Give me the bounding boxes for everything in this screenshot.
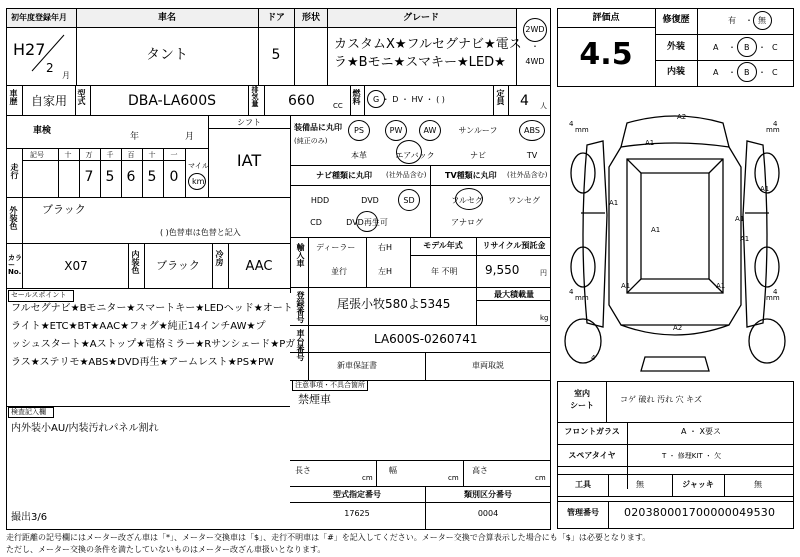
chassis-value: LA600S-0260741 — [374, 332, 478, 346]
tv-fullseg: フルセグ — [451, 196, 483, 205]
ac-label: 冷房 — [215, 250, 224, 266]
interior-c: C — [772, 68, 778, 77]
tire-depth-fl: 4 — [569, 120, 574, 128]
equip-leather: 本革 — [351, 151, 367, 160]
exterior-dot1: ・ — [728, 43, 736, 52]
dim-length: 長さ — [295, 466, 311, 475]
tire-depth-rr: 4 — [773, 288, 778, 296]
diagram-label-a1-7: A1 — [621, 282, 631, 290]
grade-line1: カスタムX★フルセグナビ★電ス — [334, 37, 522, 52]
diagram-label-a1-8: A1 — [716, 282, 726, 290]
equip-ps-circle — [348, 120, 370, 141]
exterior-b-circle — [737, 37, 757, 57]
tv-analog: アナログ — [451, 218, 483, 227]
inspector-value: 内外装小AU/内装汚れパネル割れ — [11, 423, 159, 434]
model-year-value: 年 不明 — [431, 267, 458, 276]
sales-line-3: ラス★ステリモ★ABS★DVD再生★アームレスト★PS★PW — [11, 357, 274, 368]
shaken-label: 車検 — [33, 126, 52, 136]
equipment-sub: (純正のみ) — [294, 137, 328, 145]
model-year-label: モデル年式 — [423, 241, 463, 250]
navi-sd: SD — [403, 196, 415, 205]
diagram-label-a1-6: A1 — [740, 235, 750, 243]
shift-label: シフト — [237, 118, 261, 127]
color-no-value: X07 — [64, 259, 88, 273]
equip-abs-circle — [519, 120, 545, 141]
glass-items: A ・ X要ス — [681, 427, 722, 436]
digit-label-0: 十 — [64, 151, 72, 159]
diagram-label-a1-1: A1 — [645, 139, 655, 147]
digit-label-3: 百 — [127, 151, 135, 159]
navi-dvd-play: DVD再生可 — [346, 218, 388, 227]
fuel-g-circle — [367, 90, 385, 108]
type-cert-label: 型式指定番号 — [333, 490, 381, 499]
ac-value: AAC — [245, 259, 273, 274]
km-unit: km — [192, 177, 205, 186]
photo-count: 撮出3/6 — [11, 512, 48, 523]
repair-sep: ・ — [745, 16, 753, 25]
mileage-digit-0: 7 — [84, 169, 94, 185]
capacity-unit: 人 — [540, 102, 547, 110]
registration-label: 登録番号 — [296, 291, 305, 323]
km-circle — [188, 173, 206, 190]
notes-label: 注意事項・不具合箇所 — [295, 381, 365, 389]
mileage-sign-label: 記号 — [30, 151, 44, 159]
navi-dvd-play-circle — [356, 211, 378, 232]
warranty-label: 新車保証書 — [337, 361, 377, 370]
dim-width: 幅 — [389, 466, 397, 475]
interior-a: A — [713, 68, 719, 77]
capacity-label: 定員 — [496, 89, 505, 105]
import-dealer: ディーラー — [316, 243, 356, 252]
usage-label: 車歴 — [9, 89, 18, 105]
exterior-a: A — [713, 43, 719, 52]
shaken-month: 月 — [185, 132, 195, 142]
navi-sub: (社外品含む) — [386, 171, 427, 179]
cc-unit: CC — [333, 102, 343, 110]
first-reg-month: 2 — [46, 61, 54, 75]
mileage-digit-2: 6 — [126, 169, 136, 185]
exterior-label: 外装 — [666, 42, 686, 52]
equip-aw-circle — [419, 120, 441, 141]
exterior-dot2: ・ — [758, 43, 766, 52]
max-load-label: 最大積載量 — [494, 290, 534, 299]
score-value: 4.5 — [579, 37, 633, 72]
shaken-year: 年 — [130, 132, 140, 142]
equip-tv: TV — [526, 151, 538, 160]
interior-label: 内装 — [666, 67, 686, 77]
registration-value: 尾張小牧580よ5345 — [337, 297, 451, 311]
first-reg-era: H27 — [13, 40, 46, 59]
navi-sd-circle — [398, 189, 420, 211]
drive-2wd-circle — [523, 18, 547, 42]
mile-unit: マイル — [188, 162, 209, 170]
shift-value: IAT — [236, 151, 262, 170]
digit-label-4: 十 — [148, 151, 156, 159]
equip-aw: AW — [423, 126, 437, 135]
dim-width-cm: cm — [448, 474, 459, 482]
repair-no-circle — [753, 11, 772, 30]
inspector-label: 検査記入欄 — [11, 408, 46, 416]
tire-depth-rr-mm: mm — [766, 294, 780, 302]
footer-line-2: ただし、メーター交換の条件を満たしていないものはメーター改ざん車扱いとなります。 — [6, 545, 326, 554]
equip-pw-circle — [385, 120, 407, 141]
color-no-label: カラーNo. — [8, 254, 22, 276]
type-label: 型式 — [77, 89, 86, 105]
drive-2wd: 2WD — [525, 25, 545, 34]
digit-label-5: 一 — [170, 151, 178, 159]
mileage-digit-4: 0 — [169, 169, 179, 185]
seat-label-2: シート — [570, 401, 594, 410]
car-damage-diagram — [557, 95, 793, 375]
import-parallel: 並行 — [331, 267, 347, 276]
dim-length-cm: cm — [362, 474, 373, 482]
tire-depth-rl: 4 — [569, 288, 574, 296]
notes-value: 禁煙車 — [298, 393, 331, 406]
exterior-b: B — [744, 43, 750, 52]
jack-value: 無 — [754, 480, 762, 489]
diagram-label-a2-bottom: A2 — [673, 324, 683, 332]
tire-depth-rl-mm: mm — [575, 294, 589, 302]
mileage-digit-1: 5 — [105, 169, 115, 185]
repair-no: 無 — [758, 16, 766, 25]
equip-abs: ABS — [524, 126, 540, 135]
drive-4wd: 4WD — [525, 57, 545, 66]
first-reg-label: 初年度登録年月 — [11, 13, 67, 22]
equip-airbag-circle — [396, 140, 422, 164]
import-right-h: 右H — [378, 243, 393, 252]
navi-cd: CD — [310, 218, 322, 227]
repair-yes: 有 — [728, 16, 736, 25]
seat-label-1: 室内 — [574, 389, 590, 398]
kg-unit: kg — [540, 314, 549, 322]
grade-line2: ラ★Bモニ★スマキー★LED★ — [334, 55, 506, 70]
sales-line-0: フルセグナビ★Bモニター★スマートキー★LEDヘッド★オート — [11, 303, 293, 314]
grade-label: グレード — [402, 13, 440, 23]
tire-depth-fr: 4 — [773, 120, 778, 128]
spare-items: T ・ 修理KIT ・ 欠 — [662, 452, 722, 460]
class-label: 類別区分番号 — [464, 490, 512, 499]
navi-hdd: HDD — [310, 196, 330, 205]
import-left-h: 左H — [378, 267, 393, 276]
doors-label: ドア — [267, 13, 285, 23]
score-label: 評価点 — [592, 13, 620, 23]
tools-label: 工具 — [575, 480, 591, 489]
equip-ps: PS — [354, 126, 364, 135]
displacement-label: 排気量 — [251, 86, 259, 107]
dim-height-cm: cm — [535, 474, 546, 482]
sales-label: セールスポイント — [11, 291, 67, 299]
recycle-value: 9,550 — [485, 263, 520, 277]
tv-sub: (社外品含む) — [507, 171, 548, 179]
doors-value: 5 — [271, 47, 281, 63]
color-label: 外装色 — [9, 206, 18, 230]
color-value: ブラック — [42, 203, 86, 216]
jack-label: ジャッキ — [682, 480, 714, 489]
displacement-value: 660 — [288, 93, 315, 109]
mileage-label: 走行 — [10, 163, 19, 179]
sales-line-1: ライト★ETC★BT★AAC★フォグ★純正14インチAW★プ — [11, 321, 266, 332]
tire-depth-fl-mm: mm — [575, 126, 589, 134]
usage-value: 自家用 — [31, 94, 68, 108]
capacity-value: 4 — [520, 93, 529, 109]
digit-label-2: 千 — [106, 151, 114, 159]
type-cert-value: 17625 — [344, 509, 370, 518]
interior-b-circle — [737, 62, 757, 82]
chassis-label: 車台番号 — [296, 329, 305, 361]
diagram-label-a1-3: A1 — [609, 199, 619, 207]
vehicle-sheet — [6, 8, 551, 530]
sales-line-2: ッシュスタート★Aストップ★電格ミラー★Rサンシェード★Pガ — [11, 339, 296, 350]
tv-fullseg-circle — [455, 188, 483, 210]
header-label-row — [7, 9, 516, 27]
diagram-label-a1-4: A1 — [651, 226, 661, 234]
repair-label: 修復歴 — [662, 15, 690, 25]
model-label: 車名 — [157, 13, 177, 23]
equip-airbag: エアバック — [395, 151, 435, 160]
fuel-options: G ・ D ・ HV ・ ( ) — [373, 95, 445, 104]
month-unit: 月 — [62, 71, 70, 80]
equip-sunroof: サンルーフ — [458, 126, 498, 135]
recycle-label: リサイクル預託金 — [482, 241, 546, 250]
exterior-c: C — [772, 43, 778, 52]
fuel-label: 燃料 — [352, 89, 361, 105]
interior-color-label: 内装色 — [131, 250, 140, 274]
navi-label: ナビ種類に丸印 — [316, 171, 372, 180]
tv-oneseg: ワンセグ — [508, 196, 540, 205]
tire-depth-spare: 4 — [591, 354, 596, 362]
glass-label: フロントガラス — [564, 427, 620, 436]
digit-label-1: 万 — [85, 151, 93, 159]
interior-dot2: ・ — [758, 68, 766, 77]
model-value: タント — [146, 47, 188, 63]
tools-value: 無 — [636, 480, 644, 489]
manual-label: 車両取説 — [472, 361, 504, 370]
footer-line-1: 走行距離の記号欄にはメーター改ざん車は「*」、メーター交換車は「$」、走行不明車は「#」を記入してください。メーター交換で合算表示した場合にも「$」は必要となります。 — [6, 533, 651, 542]
mgmt-label: 管理番号 — [567, 508, 599, 517]
diagram-label-a1-2: A1 — [760, 185, 770, 193]
drive-dot: ・ — [531, 42, 539, 51]
class-value: 0004 — [477, 509, 499, 518]
shape-label: 形状 — [301, 13, 321, 23]
tv-label: TV種類に丸印 — [445, 171, 497, 180]
spare-label: スペアタイヤ — [568, 451, 616, 460]
equipment-label: 装備品に丸印 — [294, 123, 342, 132]
interior-color-value: ブラック — [156, 259, 200, 272]
navi-dvd: DVD — [361, 196, 379, 205]
equip-navi: ナビ — [470, 151, 486, 160]
mileage-digit-3: 5 — [147, 169, 157, 185]
interior-b: B — [744, 68, 750, 77]
import-label: 輸入車 — [296, 243, 305, 267]
seat-items: コゲ 破れ 汚れ 穴 キズ — [620, 395, 703, 404]
interior-dot1: ・ — [728, 68, 736, 77]
diagram-label-a2-top: A2 — [677, 113, 687, 121]
yen-unit: 円 — [540, 269, 547, 277]
tire-depth-fr-mm: mm — [766, 126, 780, 134]
dim-height: 高さ — [472, 466, 488, 475]
color-note: ( )色替車は色替と記入 — [160, 228, 241, 237]
mgmt-value: 020380001700000049530 — [624, 506, 776, 519]
type-value: DBA-LA600S — [128, 93, 217, 109]
diagram-label-a1-5: A1 — [735, 215, 745, 223]
equip-pw: PW — [389, 126, 403, 135]
